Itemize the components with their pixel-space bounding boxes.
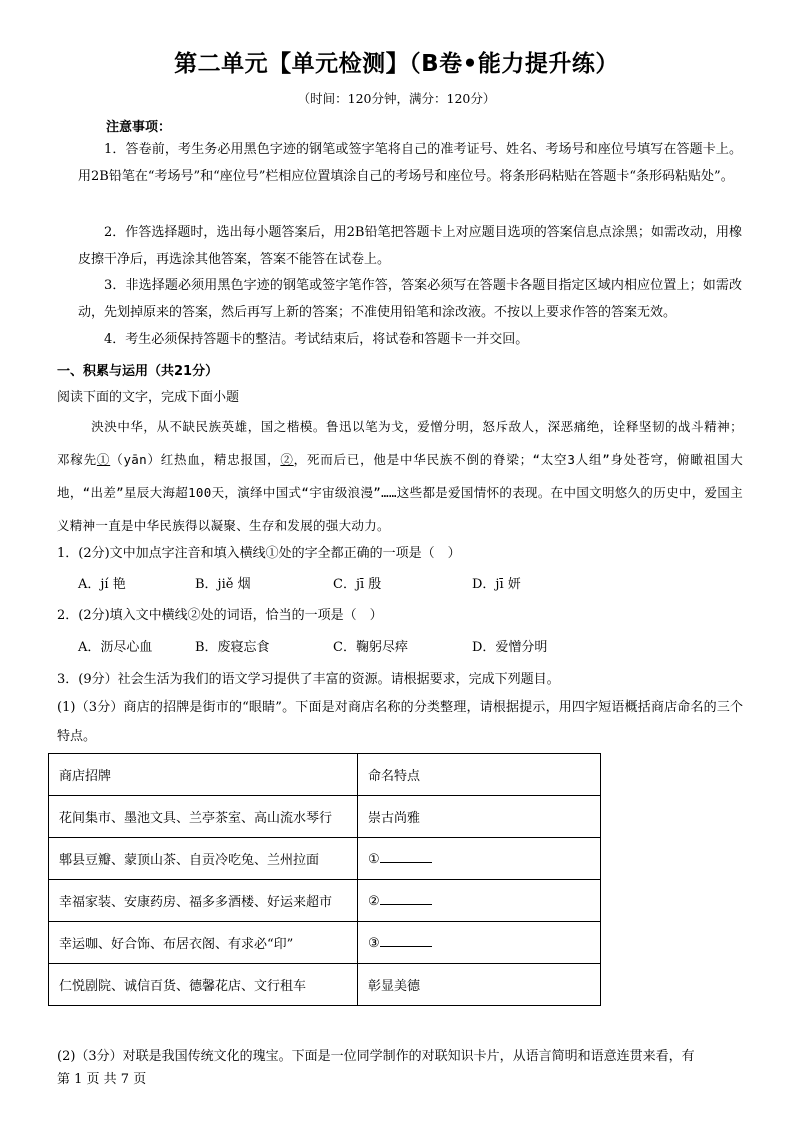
blank-marker: ③: [368, 936, 380, 951]
exam-time-info: （时间：120分钟，满分：120分）: [297, 91, 496, 106]
reading-passage: [57, 410, 743, 542]
table-cell-feature: 彰显美德: [358, 964, 601, 1006]
q1-option-c[interactable]: C．jī 殷: [333, 577, 382, 592]
table-cell-shops: 幸福家装、安康药房、福多多酒楼、好运来超市: [49, 880, 358, 922]
table-header-cell: 命名特点: [358, 754, 601, 796]
question-2-stem: 2．(2分)填入文中横线②处的词语，恰当的一项是（ ）: [57, 608, 383, 623]
table-cell-shops: 幸运咖、好合饰、布居衣阁、有求必“印”: [49, 922, 358, 964]
table-cell-feature[interactable]: [358, 922, 601, 964]
answer-blank-1[interactable]: [380, 850, 432, 863]
question-3-sub-1: (1)（3分）商店的招牌是街市的“眼睛”。下面是对商店名称的分类整理，请根据提示，用四字短语概括商店命名的三个特点。: [57, 700, 743, 744]
q2-option-c[interactable]: C．鞠躬尽瘁: [333, 640, 408, 655]
question-3-stem: 3．(9分）社会生活为我们的语文学习提供了丰富的资源。请根据要求，完成下列题目。: [57, 672, 560, 687]
table-header-row: [49, 754, 601, 796]
passage-blank-1: ①: [96, 452, 111, 467]
table-cell-feature: 崇古尚雅: [358, 796, 601, 838]
page-title: 第二单元【单元检测】（B卷•能力提升练）: [174, 51, 619, 77]
passage-blank-2: ②: [280, 452, 294, 467]
page-number: 第 1 页 共 7 页: [57, 1072, 147, 1087]
table-row: [49, 922, 601, 964]
passage-part-3: ，死而后已，他是中华民族不倒的脊梁；“太空3人组”身处苍穹，俯瞰祖国大地，“出差”星辰大海超100天，演绎中国式“宇宙级浪漫”……这些都是爱国情怀的表现。在中国文明悠久的历史中，爱国主义精神一直是中华民族得以凝聚、生存和发展的强大动力。: [57, 452, 743, 533]
blank-marker: ①: [368, 852, 380, 867]
notes-heading: 注意事项：: [106, 120, 172, 135]
table-row: [49, 796, 601, 838]
table-cell-shops: 仁悦剧院、诚信百货、德馨花店、文行租车: [49, 964, 358, 1006]
q2-option-b[interactable]: B．废寝忘食: [195, 640, 270, 655]
table-cell-shops: 花间集市、墨池文具、兰亭茶室、高山流水琴行: [49, 796, 358, 838]
table-cell-feature[interactable]: [358, 880, 601, 922]
q2-option-a[interactable]: A．沥尽心血: [78, 640, 153, 655]
section-heading: 一、积累与运用（共21分）: [57, 364, 219, 379]
q1-option-b[interactable]: B．jiě 烟: [195, 577, 251, 592]
table-cell-feature[interactable]: [358, 838, 601, 880]
answer-blank-2[interactable]: [380, 892, 432, 905]
question-3-sub-2: (2)（3分）对联是我国传统文化的瑰宝。下面是一位同学制作的对联知识卡片，从语言简明和语意连贯来看，有: [57, 1049, 695, 1064]
table-row: [49, 880, 601, 922]
q1-option-a[interactable]: A．jí 艳: [78, 577, 126, 592]
note-item-2: 2．作答选择题时，选出每小题答案后，用2B铅笔把答题卡上对应题目选项的答案信息点涂黑；如需改动，用橡皮擦干净后，再选涂其他答案，答案不能答在试卷上。: [78, 225, 742, 267]
q1-option-d[interactable]: D．jī 妍: [472, 577, 521, 592]
passage-part-2: （yān）红热血，精忠报国，: [110, 452, 281, 467]
passage-part-1: 泱泱中华，从不缺民族英雄，国之楷模。鲁迅以笔为戈，爱憎分明，怒斥敌人，深恶痛绝，诠释坚韧的战斗精神；邓稼先: [57, 419, 743, 467]
blank-marker: ②: [368, 894, 380, 909]
answer-blank-3[interactable]: [380, 934, 432, 947]
question-1-stem: 1．(2分)文中加点字注音和填入横线①处的字全都正确的一项是（ ）: [57, 546, 461, 561]
q2-option-d[interactable]: D．爱憎分明: [472, 640, 548, 655]
note-item-1: 1．答卷前，考生务必用黑色字迹的钢笔或签字笔将自己的准考证号、姓名、考场号和座位号填写在答题卡上。用2B铅笔在“考场号”和“座位号”栏相应位置填涂自己的考场号和座位号。将条形码粘贴在答题卡“条形码粘贴处”。: [78, 142, 742, 184]
table-header-cell: 商店招牌: [49, 754, 358, 796]
note-item-4: 4．考生必须保持答题卡的整洁。考试结束后，将试卷和答题卡一并交回。: [104, 332, 529, 347]
note-item-3: 3．非选择题必须用黑色字迹的钢笔或签字笔作答，答案必须写在答题卡各题目指定区域内相应位置上；如需改动，先划掉原来的答案，然后再写上新的答案；不准使用铅笔和涂改液。不按以上要求作答的答案无效。: [78, 278, 742, 320]
table-cell-shops: 郫县豆瓣、蒙顶山茶、自贡冷吃兔、兰州拉面: [49, 838, 358, 880]
table-row: [49, 838, 601, 880]
reading-instruction: 阅读下面的文字，完成下面小题: [57, 390, 240, 405]
table-row: [49, 964, 601, 1006]
shop-sign-table: [48, 753, 601, 1006]
